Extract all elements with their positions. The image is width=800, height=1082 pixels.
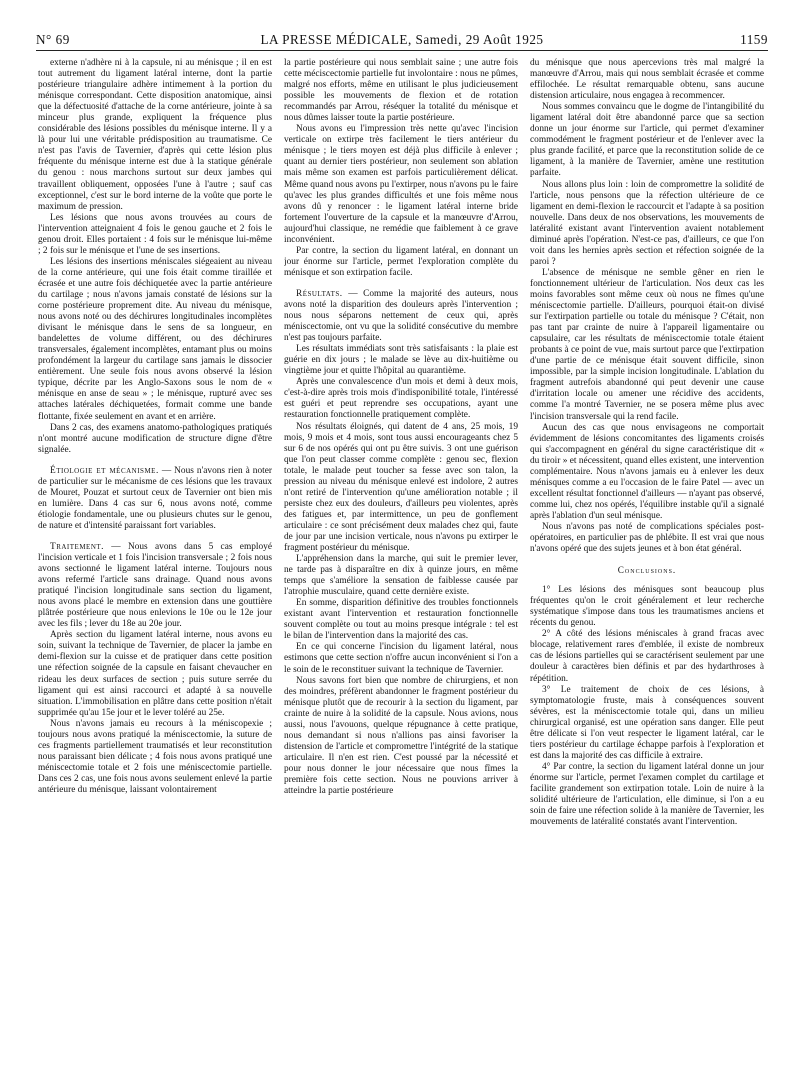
- paragraph-text: Par contre, la section du ligament latéral, en donnant un jour énorme sur l'article, permet l'exploration complète du ménisque et son extirpation facile.: [284, 245, 518, 278]
- paragraph: [284, 289, 518, 344]
- paragraph: [284, 422, 518, 555]
- paragraph-text: Nous sommes convaincu que le dogme de l'intangibilité du ligament latéral doit être abandonné parce que sa section donne un jour énorme sur l'article, qui permet d'examiner commodément le fragment postérieur et de l'enlever avec la plus grande facilité, et parce que la reconstitution solide de ce ligament, à la manière de Tavernier, amène une restitution parfaite.: [530, 102, 764, 179]
- paragraph-text: Nous n'avons jamais eu recours à la méniscopexie ; toujours nous avons pratiqué la méniscectomie, la suture de ces fragments partiellement traumatisés et leur reconstitution nous paraissant bien délicate ; 4 fois nous avons pratiqué une méniscectomie totale et 2 fois une méniscectomie partielle. Dans ces 2 cas, une fois nous avons seulement enlevé la partie antérieure du ménisque, laissant volontairement: [38, 718, 272, 795]
- paragraph: [284, 676, 518, 798]
- column-left: [38, 58, 272, 1074]
- page-number: 1159: [740, 32, 768, 47]
- paragraph: [530, 685, 764, 762]
- paragraph: [38, 542, 272, 630]
- paragraph: [38, 257, 272, 423]
- paragraph-text: Les lésions que nous avons trouvées au cours de l'intervention atteignaient 4 fois le genou gauche et 2 fois le genou droit. Elles portaient : 4 fois sur le ménisque lui-même ; 2 fois sur le ménisque et l'une de ses insertions.: [38, 212, 272, 256]
- paragraph: [284, 58, 518, 124]
- paragraph-text: du ménisque que nous apercevions très mal malgré la manœuvre d'Arrou, mais qui nous semblait écrasée et comme effilochée. Le résultat remarquable obtenu, sans aucune distension articulaire, nous engagea à recommencer.: [530, 58, 764, 102]
- paragraph-text: L'appréhension dans la marche, qui suit le premier lever, ne tarde pas à disparaître en dix à quinze jours, en même temps que s'améliore la sensation de faiblesse causée par l'atrophie musculaire, quand cette dernière existe.: [284, 554, 518, 598]
- paragraph: [284, 377, 518, 421]
- paragraph-text: Les résultats immédiats sont très satisfaisants : la plaie est guérie en dix jours ; le malade se lève au dix-huitième ou vingtième jour et quitte l'hôpital au quarantième.: [284, 344, 518, 377]
- paragraph: [284, 124, 518, 246]
- column-middle: [284, 58, 518, 1074]
- paragraph-text: 1° Les lésions des ménisques sont beaucoup plus fréquentes qu'on le croit généralement et leur recherche systématique s'impose dans tous les traumatismes anciens et récents du genou.: [530, 585, 764, 629]
- paragraph: [284, 598, 518, 642]
- paragraph-text: 4° Par contre, la section du ligament latéral donne un jour énorme sur l'article, permet l'examen complet du cartilage et facilite grandement son extirpation totale. Loin de nuire à la solidité ultérieure de l'articulation, elle diminue, si l'on a eu soin de faire une réfection solide à la manière de Tavernier, les mouvements de latéralité constatés avant l'intervention.: [530, 761, 764, 828]
- paragraph-text: Les lésions des insertions méniscales siégeaient au niveau de la corne antérieure, qui une fois était comme tiraillée et écrasée et une autre fois déchiquetée avec la partie antérieure du cartilage ; nous n'avons jamais constaté de lésions sur la corne postérieure proprement dite. Au niveau du ménisque, nous avons noté ou des déchirures longitudinales incomplètes divisant le ménisque dans le sens de sa longueur, en bandelettes de volume différent, ou des déchirures transversales, également incomplètes, entamant plus ou moins profondément la largeur du cartilage sans jamais le dissocier entièrement. Une seule fois nous avons observé la lésion typique, décrite par les Anglo-Saxons sous le nom de « ménisque en anse de seau » ; le ménisque, rupturé avec ses attaches latérales déchiquetées, formait comme une bande flottante, fixée seulement en avant et en arrière.: [38, 256, 272, 422]
- paragraph: [38, 213, 272, 257]
- paragraph: [530, 268, 764, 423]
- paragraph-text: En somme, disparition définitive des troubles fonctionnels existant avant l'intervention et restauration fonctionnelle souvent complète ou tout au moins presque intégrale : tel est le bilan de l'intervention dans la majorité des cas.: [284, 598, 518, 642]
- paragraph-text: L'absence de ménisque ne semble gêner en rien le fonctionnement ultérieur de l'articulation. Nos deux cas les moins favorables sont même ceux où nous ne fîmes qu'une méniscectomie partielle. D'ailleurs, pourquoi était-on divisé sur l'extirpation partielle ou totale du ménisque ? C'était, non pas tant par crainte de nuire à l'appareil ligamentaire ou capsulaire, car les résultats de méniscectomie totale étaient probants à ce point de vue, mais surtout parce que l'extirpation d'une partie de ce ménisque était souvent difficile, sinon impossible, par la simple incision longitudinale. L'ablation du fragment autrefois abandonné qui peut devenir une cause d'irritation locale ou amener une récidive des accidents, comme l'a montré Tavernier, ne se posera même plus avec l'incision transversale qui la rend facile.: [530, 267, 764, 422]
- paragraph: [530, 180, 764, 268]
- paragraph: [38, 630, 272, 718]
- paragraph-text: Nous n'avons pas noté de complications spéciales post-opératoires, en particulier pas de phlébite. Il est vrai que nous n'avons opéré que des sujets jeunes et à bon état général.: [530, 521, 764, 555]
- paragraph-text: 3° Le traitement de choix de ces lésions, à symptomatologie fruste, mais à conséquences souvent sévères, est la méniscectomie totale qui, dans un milieu chirurgical organisé, est une opération sans danger. Elle peut être délicate si l'on veut respecter le ligament latéral, car le tiers postérieur du cartilage échappe parfois à l'exploration et est dans la majorité des cas difficile à extraire.: [530, 684, 764, 761]
- paragraph-text: Après une convalescence d'un mois et demi à deux mois, c'est-à-dire après trois mois d'indisponibilité totale, l'intéressé est guéri et peut reprendre ses occupations, ayant une restauration fonctionnelle pratiquement complète.: [284, 377, 518, 421]
- paragraph-text: Après section du ligament latéral interne, nous avons eu soin, suivant la technique de Tavernier, de placer la jambe en demi-flexion sur la cuisse et de pratiquer dans cette position une réfection soignée de la capsule en faisant chevaucher en rideau les deux surfaces de section ; puis suture serrée du ligament qui est ainsi raccourci et adapté à sa nouvelle situation. L'immobilisation en plâtre dans cette position n'était supprimée qu'au 15e jour et le lever toléré au 25e.: [38, 630, 272, 718]
- section-lead: Étiologie et mécanisme.: [50, 465, 159, 476]
- paragraph-text: Nous allons plus loin : loin de compromettre la solidité de l'article, nous pensons que la réfection ultérieure de ce ligament en demi-flexion le raccourcit et l'adapte à sa position nouvelle. Dans deux de nos observations, les mouvements de latéralité existant avant l'intervention avaient notablement diminué après l'opération. N'est-ce pas, d'ailleurs, ce que l'on voit dans les hernies après section et réfection soignée de la paroi ?: [530, 179, 764, 267]
- paragraph: [530, 58, 764, 102]
- paragraph: [530, 585, 764, 629]
- paragraph-text: externe n'adhère ni à la capsule, ni au ménisque ; il en est tout autrement du ligament latéral interne, dont la partie postérieure triangulaire adhère intimement à la portion du ménisque correspondant. Cette disposition anatomique, ainsi que la défectuosité d'attache de la corne antérieure, jointe à sa minceur plus grande, expliquent la fréquence plus considérable des lésions possibles du ménisque interne. Il y a là pour lui une véritable prédisposition au traumatisme. Ce n'est pas l'avis de Tavernier, d'après qui cette lésion plus fréquente du ménisque interne est due à la statique générale du genou : nous marchons surtout sur deux jambes qui travaillent obliquement, opposées l'une à l'autre ; sauf cas exceptionnel, c'est sur le bord interne de la voûte que porte le maximum de pression.: [38, 58, 272, 212]
- paragraph: [530, 762, 764, 828]
- paragraph: [530, 629, 764, 684]
- paragraph-text: 2° A côté des lésions méniscales à grand fracas avec blocage, relativement rares d'emblée, il existe de nombreux cas de lésions partielles qui se caractérisent seulement par une douleur à caractères bien définis et par des hydarthroses à répétition.: [530, 629, 764, 684]
- paragraph: [38, 719, 272, 796]
- section-heading: Conclusions.: [617, 565, 677, 576]
- paragraph: [284, 344, 518, 377]
- paragraph: [38, 423, 272, 456]
- page-header: [36, 30, 768, 51]
- paragraph: [284, 246, 518, 279]
- column-right: [530, 58, 764, 1074]
- paragraph: [38, 58, 272, 213]
- paragraph-text: Dans 2 cas, des examens anatomo-pathologiques pratiqués n'ont montré aucune modification de structure digne d'être signalée.: [38, 422, 272, 455]
- paragraph: [38, 466, 272, 532]
- paragraph-text: — Comme la majorité des auteurs, nous avons noté la disparition des douleurs après l'intervention ; nous nous séparons nettement de ceux qui, après méniscectomie, ont vu que la solidité consécutive du membre n'est pas toujours parfaite.: [284, 288, 518, 344]
- paragraph: [284, 554, 518, 598]
- journal-title: LA PRESSE MÉDICALE, Samedi, 29 Août 1925: [260, 32, 544, 47]
- paragraph: [284, 642, 518, 675]
- paragraph-text: En ce qui concerne l'incision du ligament latéral, nous estimons que cette section n'offre aucun inconvénient si l'on a le soin de le reconstituer suivant la technique de Tavernier.: [284, 642, 518, 675]
- paragraph-text: Nous savons fort bien que nombre de chirurgiens, et non des moindres, préfèrent abandonner le fragment postérieur du ménisque plutôt que de recourir à la section du ligament, par crainte de nuire à la solidité de la capsule. Nous avions, nous aussi, nous l'avouons, quelque répugnance à cette pratique, nous demandant si nous n'allions pas ainsi favoriser la distension de l'article et compromettre l'intégrité de la statique articulaire. Il n'en est rien. C'est poussé par la nécessité et pour nous donner le jour nécessaire que nous fîmes la première fois cette section. Nous ne pouvions arriver à atteindre la partie postérieure: [284, 675, 518, 797]
- paragraph-text: Nos résultats éloignés, qui datent de 4 ans, 25 mois, 19 mois, 9 mois et 4 mois, sont tous aussi encourageants chez 5 sur 6 de nos opérés qui ont pu être suivis. 3 ont une guérison que l'on peut classer comme complète : genou sec, flexion totale, le malade peut toucher sa fesse avec son talon, la pression au niveau du ménisque enlevé est indolore, 2 autres n'ont retiré de l'intervention qu'une amélioration notable ; il persiste chez eux des douleurs, d'ailleurs peu violentes, après des fatigues et, par intermittence, un peu de gonflement articulaire : ce sont précisément deux malades chez qui, faute de jour par une incision verticale, nous n'avons pu extirper le fragment postérieur du ménisque.: [284, 421, 518, 554]
- paragraph-text: — Nous n'avons rien à noter de particulier sur le mécanisme de ces lésions que les travaux de Mouret, Pouzat et surtout ceux de Tavernier ont bien mis en lumière. Dans 4 cas sur 6, nous avons noté, comme étiologie fondamentale, une ou plusieurs chutes sur le genou, de nature et d'intensité paraissant fort variables.: [38, 465, 272, 531]
- paragraph-text: la partie postérieure qui nous semblait saine ; une autre fois cette méciscectomie partielle fut involontaire : nous ne pûmes, malgré nos efforts, même en utilisant le plus judicieusement possible les mouvements de flexion et de rotation recommandés par Arrou, réséquer la totalité du ménisque et nous dûmes laisser toute la partie postérieure.: [284, 58, 518, 124]
- paragraph: [530, 522, 764, 555]
- section-lead: Traitement.: [50, 541, 104, 552]
- issue-number: N° 69: [36, 32, 70, 47]
- paragraph-text: Nous avons eu l'impression très nette qu'avec l'incision verticale on extirpe très facilement le tiers antérieur du ménisque ; le tiers moyen est déjà plus difficile à enlever ; quant au dernier tiers postérieur, non seulement son ablation mais même son examen est parfois particulièrement délicat. Même quand nous avons pu l'extirper, nous n'avons pu le faire qu'avec les plus grandes difficultés et une fois même nous avons dû y renoncer : le ligament latéral interne bride fortement l'ouverture de la capsule et la manœuvre d'Arrou, aujourd'hui classique, ne remédie que faiblement à ce grave inconvénient.: [284, 124, 518, 245]
- paragraph-text: — Nous avons dans 5 cas employé l'incision verticale et 1 fois l'incision transversale ; 2 fois nous avons sectionné le ligament latéral interne. Toujours nous avons refermé l'article sans drainage. Quand nous avons pratiqué l'incision longitudinale sans section du ligament, nous avons placé le membre en extension dans une gouttière plâtrée postérieure que nous enlevions le 10e ou le 12e jour avec les fils ; lever du 18e au 20e jour.: [38, 541, 272, 630]
- paragraph-text: Aucun des cas que nous envisageons ne comportait évidemment de lésions concomitantes des ligaments croisés qui s'accompagnent en général du signe caractéristique dit « du tiroir » et nécessitent, quand elles existent, une intervention complémentaire. Nous n'avons jamais eu à enlever les deux ménisques comme a eu l'occasion de le faire Patel — avec un excellent résultat fonctionnel d'ailleurs — n'ayant pas observé, comme lui, chez nos opérés, l'équilibre instable qu'il a signalé après l'ablation d'un seul ménisque.: [530, 422, 764, 521]
- section-lead: Résultats.: [296, 288, 343, 299]
- paragraph: [530, 423, 764, 522]
- paragraph: [530, 102, 764, 179]
